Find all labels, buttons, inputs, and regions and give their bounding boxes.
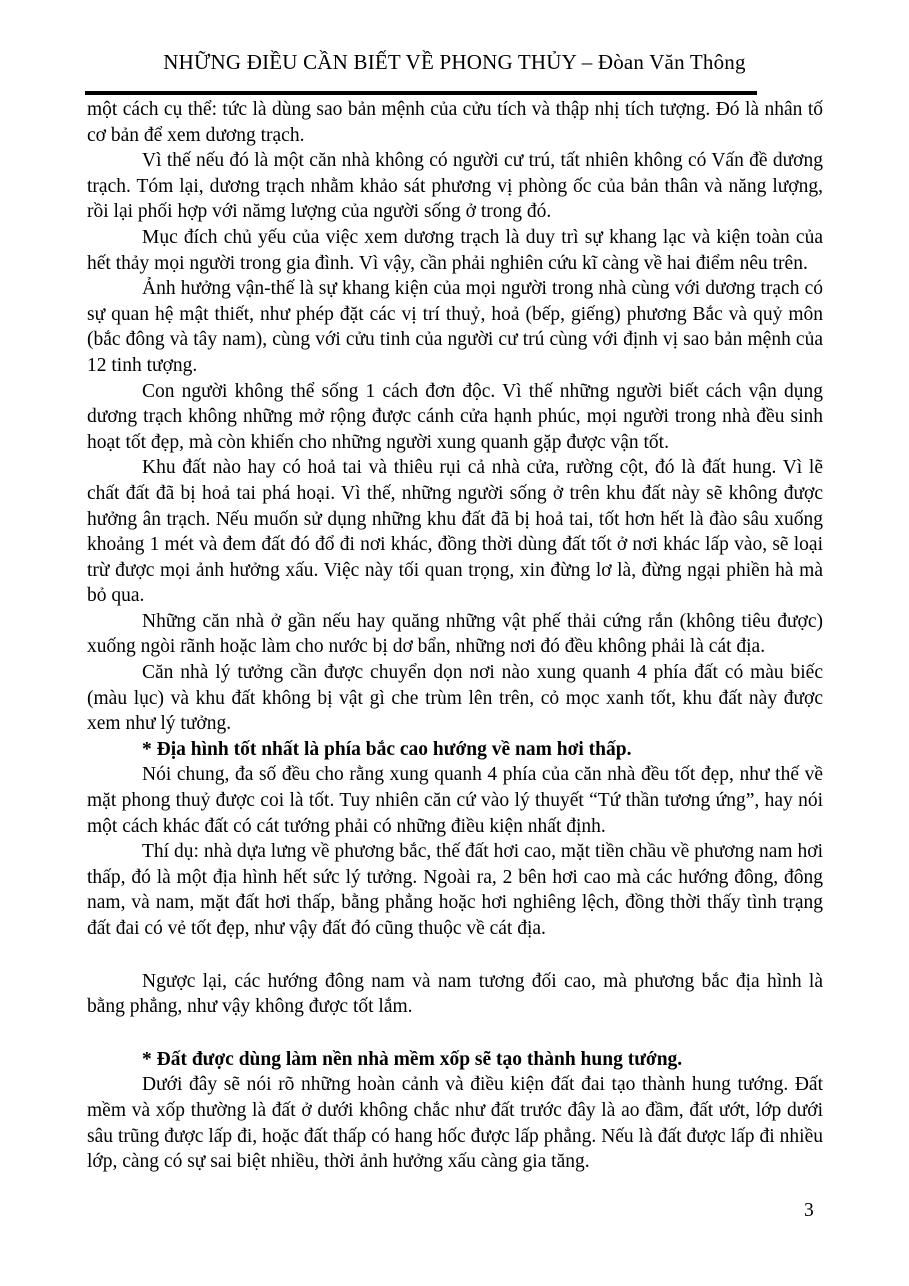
paragraph: Con người không thể sống 1 cách đơn độc. Vì thế những người biết cách vận dụng dương trạch không những mở rộng được cánh cửa hạnh phúc, mọi người trong nhà đều sinh hoạt tốt đẹp, mà còn khiến cho những người xung quanh gặp được vận tốt. — [87, 380, 823, 453]
paragraph-continuation: một cách cụ thể: tức là dùng sao bản mệnh của cửu tích và thập nhị tích tượng. Đó là nhân tố cơ bản để xem dương trạch. — [87, 99, 823, 146]
paragraph: Căn nhà lý tưởng cần được chuyển dọn nơi nào xung quanh 4 phía đất có màu biếc (màu lục) và khu đất không bị vật gì che trùm lên trên, cỏ mọc xanh tốt, khu đất này được xem như lý tưởng. — [87, 662, 823, 735]
paragraph: Thí dụ: nhà dựa lưng về phương bắc, thế đất hơi cao, mặt tiền chầu về phương nam hơi thấp, đó là một địa hình hết sức lý tưởng. Ngoài ra, 2 bên hơi cao mà các hướng đông, đông nam, và nam, mặt đất hơi thấp, bằng phẳng hoặc hơi nghiêng lệch, đồng thời thấy tình trạng đất đai có vẻ tốt đẹp, như vậy đất đó cũng thuộc về cát địa. — [87, 841, 823, 939]
paragraph: Nói chung, đa số đều cho rằng xung quanh 4 phía của căn nhà đều tốt đẹp, như thế về mặt phong thuỷ được coi là tốt. Tuy nhiên căn cứ vào lý thuyết “Tứ thần tương ứng”, hay nói một cách khác đất có cát tướng phải có những điều kiện nhất định. — [87, 764, 823, 837]
paragraph: Ảnh hưởng vận-thế là sự khang kiện của mọi người trong nhà cùng với dương trạch có sự quan hệ mật thiết, như phép đặt các vị trí thuỷ, hoả (bếp, giếng) phương Bắc và quỷ môn (bắc đông và tây nam), cùng với cửu tinh của người cư trú cùng với định vị sao bản mệnh của 12 tinh tượng. — [87, 278, 823, 376]
paragraph: Mục đích chủ yếu của việc xem dương trạch là duy trì sự khang lạc và kiện toàn của hết thảy mọi người trong gia đình. Vì vậy, cần phải nghiên cứu kĩ càng về hai điểm nêu trên. — [87, 226, 823, 274]
paragraph: Những căn nhà ở gần nếu hay quăng những vật phế thải cứng rắn (không tiêu được) xuống ngòi rãnh hoặc làm cho nước bị dơ bẩn, những nơi đó đều không phải là cát địa. — [87, 610, 823, 658]
paragraph: Vì thế nếu đó là một căn nhà không có người cư trú, tất nhiên không có Vấn đề dương trạch. Tóm lại, dương trạch nhằm khảo sát phương vị phòng ốc của bản thân và năng lượng, rồi lại phối hợp với nămg lượng của người sống ở trong đó. — [87, 150, 823, 223]
page-number: 3 — [804, 1200, 814, 1221]
header-divider-rule — [85, 91, 757, 95]
document-header — [0, 0, 909, 75]
paragraph: Khu đất nào hay có hoả tai và thiêu rụi cả nhà cửa, rường cột, đó là đất hung. Vì lẽ chất đất đã bị hoả tai phá hoại. Vì thế, những người sống ở trên khu đất này sẽ không được hưởng ân trạch. Nếu muốn sử dụng những khu đất đã bị hoả tai, tốt hơn hết là đào sâu xuống khoảng 1 mét và đem đất đó đổ đi nơi khác, đồng thời dùng đất tốt ở nơi khác lấp vào, sẽ loại trừ được mọi ảnh hưởng xấu. Việc này tối quan trọng, xin đừng lơ là, đừng ngại phiền hà mà bỏ qua. — [87, 457, 823, 607]
document-title: NHỮNG ĐIỀU CẦN BIẾT VỀ PHONG THỦY – Đòan Văn Thông — [163, 50, 746, 74]
section-heading-dat-nen-nha: * Đất được dùng làm nền nhà mềm xốp sẽ tạo thành hung tướng. — [142, 1048, 683, 1070]
paragraph: Ngược lại, các hướng đông nam và nam tương đối cao, mà phương bắc địa hình là bằng phẳng, như vậy không được tốt lắm. — [87, 970, 823, 1018]
paragraph: Dưới đây sẽ nói rõ những hoàn cảnh và điều kiện đất đai tạo thành hung tướng. Đất mềm và xốp thường là đất ở dưới không chắc như đất trước đây là ao đầm, đất ướt, lớp dưới sâu trũng được lấp đi, hoặc đất thấp có hang hốc được lấp phẳng. Nếu là đất được lấp đi nhiều lớp, càng có sự sai biệt nhiều, thời ảnh hưởng xấu càng gia tăng. — [87, 1074, 823, 1173]
document-body — [87, 97, 823, 1175]
section-heading-dia-hinh: * Địa hình tốt nhất là phía bắc cao hướng về nam hơi thấp. — [142, 738, 632, 760]
